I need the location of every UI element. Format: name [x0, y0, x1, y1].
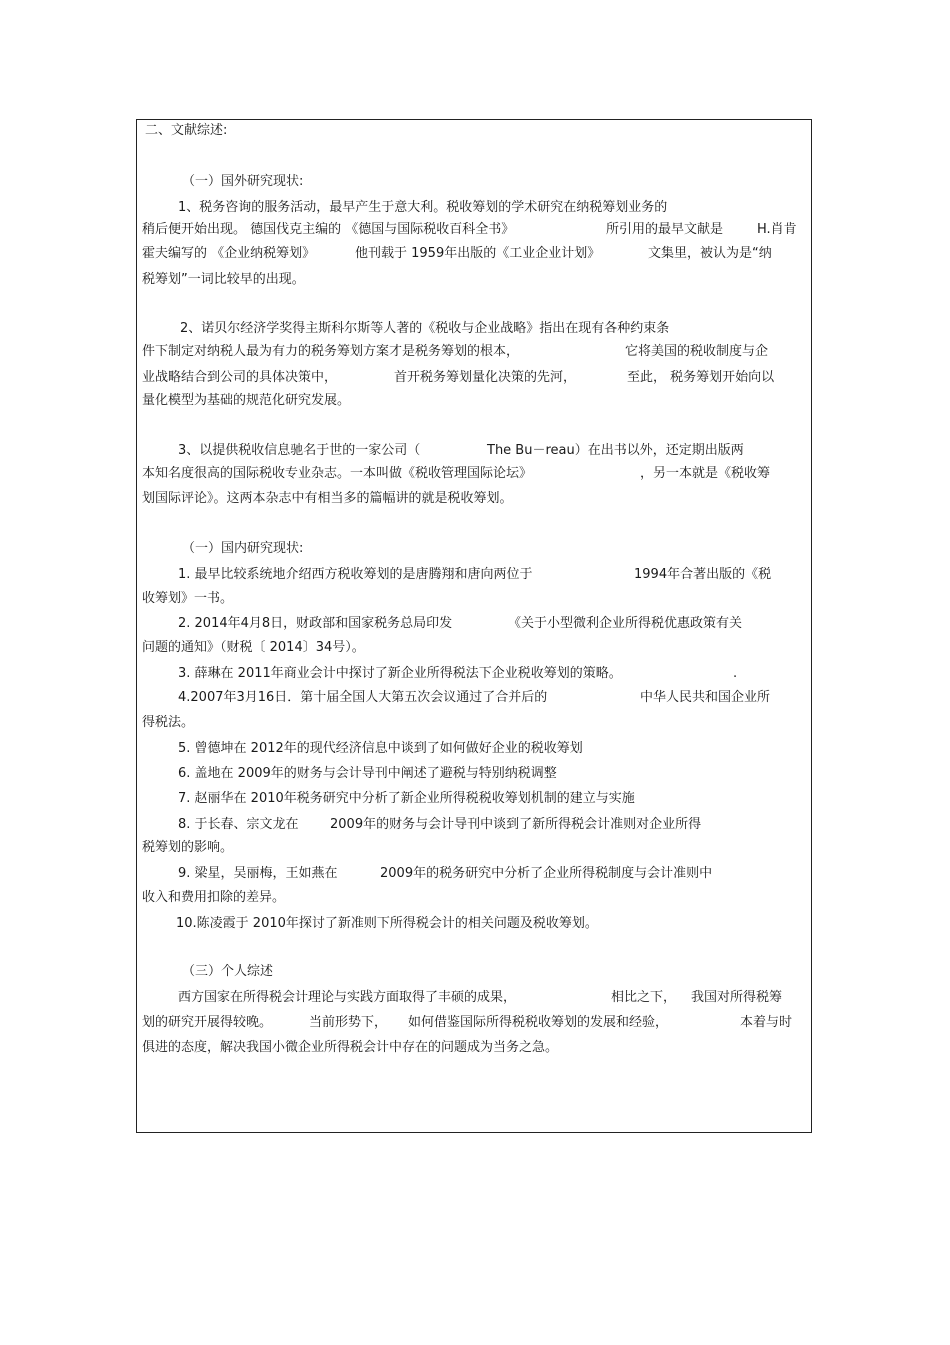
paragraph-line: 俱进的态度，解决我国小微企业所得税会计中存在的问题成为当务之急。	[142, 1040, 559, 1055]
list-item: 税筹划的影响。	[142, 840, 234, 855]
paragraph-line: 所引用的最早文献是	[606, 222, 724, 237]
paragraph-line: 量化模型为基础的规范化研究发展。	[142, 393, 351, 408]
paragraph-line: 至此， 税务筹划开始向以	[627, 370, 775, 385]
foreign-heading: （一）国外研究现状:	[182, 174, 304, 189]
list-item: 5. 曾德坤在 2012年的现代经济信息中谈到了如何做好企业的税收筹划	[178, 741, 583, 756]
list-item: 收入和费用扣除的差异。	[142, 890, 286, 905]
list-item: 2009年的财务与会计导刊中谈到了新所得税会计准则对企业所得	[330, 817, 702, 832]
list-item: 《关于小型微利企业所得税优惠政策有关	[508, 616, 743, 631]
list-item: 4.2007年3月16日．第十届全国人大第五次会议通过了合并后的	[178, 690, 548, 705]
paragraph-line: 稍后便开始出现。 德国伐克主编的 《德国与国际税收百科全书》	[142, 222, 515, 237]
list-item: 8. 于长春、宗文龙在	[178, 817, 299, 832]
list-item: 2009年的税务研究中分析了企业所得税制度与会计准则中	[380, 866, 713, 881]
paragraph-line: 本着与时	[740, 1015, 793, 1030]
paragraph-line: 3、以提供税收信息驰名于世的一家公司（	[178, 443, 421, 458]
paragraph-line: 他刊载于 1959年出版的《工业企业计划》	[355, 246, 601, 261]
list-item: 收筹划》一书。	[142, 591, 234, 606]
paragraph-line: 2、诺贝尔经济学奖得主斯科尔斯等人著的《税收与企业战略》指出在现有各种约束条	[180, 321, 670, 336]
paragraph-line: 业战略结合到公司的具体决策中，	[142, 370, 338, 385]
list-item: 中华人民共和国企业所	[640, 690, 771, 705]
paragraph-line: H.肖肯	[757, 222, 797, 237]
list-item: 1994年合著出版的《税	[634, 567, 772, 582]
paragraph-line: 件下制定对纳税人最为有力的税务筹划方案才是税务筹划的根本，	[142, 344, 520, 359]
paragraph-line: 本知名度很高的国际税收专业杂志。一本叫做《税收管理国际论坛》	[142, 466, 533, 481]
paragraph-line: 如何借鉴国际所得税税收筹划的发展和经验，	[408, 1015, 669, 1030]
paragraph-line: 首开税务筹划量化决策的先河，	[394, 370, 577, 385]
paragraph-line: 划国际评论》。这两本杂志中有相当多的篇幅讲的就是税收筹划。	[142, 491, 513, 506]
paragraph-line: 1、税务咨询的服务活动，最早产生于意大利。税收筹划的学术研究在纳税筹划业务的	[178, 200, 668, 215]
paragraph-line: 划的研究开展得较晚。	[142, 1015, 273, 1030]
list-item: 9. 梁星，吴丽梅，王如燕在	[178, 866, 338, 881]
personal-heading: （三）个人综述	[182, 964, 274, 979]
list-item: 得税法。	[142, 715, 195, 730]
list-item: 7. 赵丽华在 2010年税务研究中分析了新企业所得税税收筹划机制的建立与实施	[178, 791, 635, 806]
list-item: 6. 盖地在 2009年的财务与会计导刊中阐述了避税与特别纳税调整	[178, 766, 557, 781]
paragraph-line: The Bu－reau）在出书以外，还定期出版两	[487, 443, 744, 458]
paragraph-line: 当前形势下，	[309, 1015, 388, 1030]
paragraph-line: 我国对所得税筹	[691, 990, 783, 1005]
list-item: .	[733, 666, 738, 681]
paragraph-line: 霍夫编写的 《企业纳税筹划》	[142, 246, 316, 261]
paragraph-line: 西方国家在所得税会计理论与实践方面取得了丰硕的成果，	[178, 990, 517, 1005]
list-item: 2. 2014年4月8日，财政部和国家税务总局印发	[178, 616, 453, 631]
paragraph-line: 文集里，被认为是“纳	[648, 246, 772, 261]
paragraph-line: ，另一本就是《税收筹	[640, 466, 771, 481]
paragraph-line: 税筹划”一词比较早的出现。	[142, 272, 305, 287]
list-item: 3. 薛琳在 2011年商业会计中探讨了新企业所得税法下企业税收筹划的策略。	[178, 666, 622, 681]
list-item: 10.陈凌霞于 2010年探讨了新准则下所得税会计的相关问题及税收筹划。	[176, 916, 598, 931]
domestic-heading: （一）国内研究现状:	[182, 541, 304, 556]
section-title: 二、文献综述:	[145, 123, 228, 138]
list-item: 问题的通知》（财税〔 2014〕34号）。	[142, 640, 365, 655]
list-item: 1. 最早比较系统地介绍西方税收筹划的是唐腾翔和唐向两位于	[178, 567, 533, 582]
paragraph-line: 相比之下，	[611, 990, 677, 1005]
paragraph-line: 它将美国的税收制度与企	[625, 344, 769, 359]
